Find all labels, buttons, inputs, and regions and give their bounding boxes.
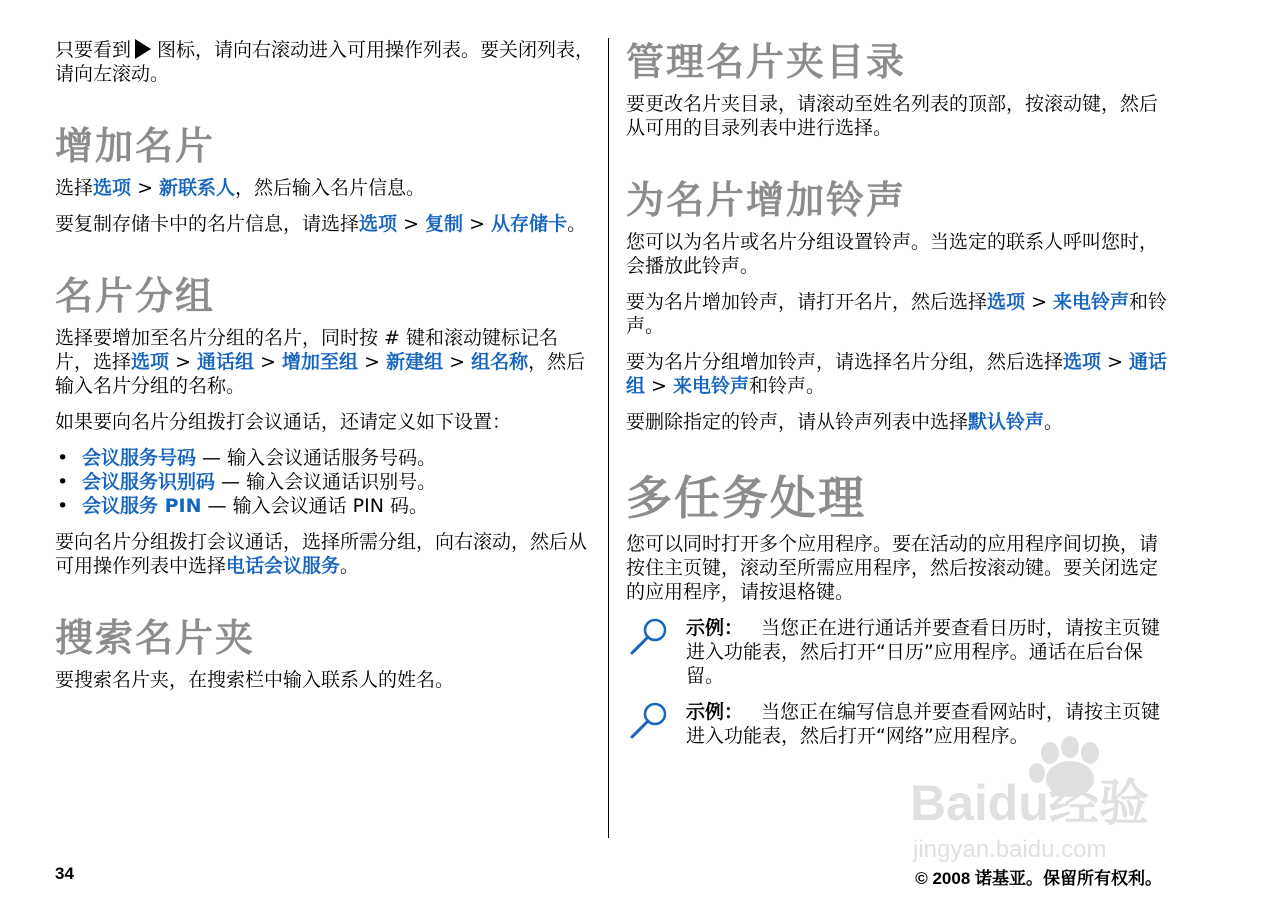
ringtone-link: 来电铃声	[1053, 291, 1130, 313]
conference-call-service-link: 电话会议服务	[226, 555, 341, 577]
intro-paragraph	[55, 38, 595, 86]
copyright-notice: © 2008 诺基亚。保留所有权利。	[915, 869, 1162, 888]
call-group-link: 通话组	[626, 351, 1168, 397]
example-text: 示例： 当您正在编写信息并要查看网站时，请按主页键进入功能表，然后打开“网络”应用程序。	[686, 701, 1161, 747]
play-arrow-icon	[135, 39, 151, 59]
add-card-p2: 要复制存储卡中的名片信息，请选择选项 > 复制 > 从存储卡。	[55, 213, 587, 235]
left-column	[55, 38, 595, 704]
intro-text-after: 图标，请向右滚动进入可用操作列表。要关闭列表，请向左滚动。	[55, 39, 595, 85]
from-memory-card-link: 从存储卡	[491, 213, 568, 235]
baidu-watermark-logo	[905, 735, 1205, 865]
bullet: •	[57, 495, 69, 517]
intro-text-before: 只要看到	[55, 39, 132, 61]
multitask-p1: 您可以同时打开多个应用程序。要在活动的应用程序间切换，请按住主页键，滚动至所需应用程序，然后按滚动键。要关闭选定的应用程序，请按退格键。	[626, 533, 1159, 603]
groups-p3: 要向名片分组拨打会议通话，选择所需分组，向右滚动，然后从可用操作列表中选择电话会议服务。	[55, 531, 588, 577]
add-card-heading: 增加名片	[55, 124, 216, 168]
page-number: 34	[55, 864, 74, 883]
manage-heading: 管理名片夹目录	[626, 40, 907, 84]
section-ringtone	[626, 176, 1171, 434]
section-multitask	[626, 470, 1171, 748]
options-link: 选项	[131, 351, 170, 373]
group-name-link: 组名称	[471, 351, 529, 373]
example-block	[626, 616, 1171, 688]
options-link: 选项	[93, 177, 132, 199]
example-label: 示例：	[686, 617, 744, 639]
add-card-p1: 选择选项 > 新联系人，然后输入名片信息。	[55, 177, 426, 199]
right-column	[626, 38, 1171, 760]
column-divider	[608, 38, 609, 838]
search-heading: 搜索名片夹	[55, 616, 256, 660]
example-text: 示例： 当您正在进行通话并要查看日历时，请按主页键进入功能表，然后打开“日历”应用程序。通话在后台保留。	[686, 617, 1161, 687]
new-group-link: 新建组	[386, 351, 444, 373]
ringtone-p4: 要删除指定的铃声，请从铃声列表中选择默认铃声。	[626, 411, 1064, 433]
ringtone-heading: 为名片增加铃声	[626, 178, 907, 222]
bullet: •	[57, 471, 69, 493]
section-manage	[626, 38, 1171, 140]
options-link: 选项	[987, 291, 1026, 313]
options-link: 选项	[359, 213, 398, 235]
ringtone-p1: 您可以为名片或名片分组设置铃声。当选定的联系人呼叫您时，会播放此铃声。	[626, 231, 1159, 277]
bullet: •	[57, 447, 69, 469]
conference-settings-list	[55, 446, 595, 518]
section-groups	[55, 272, 595, 578]
groups-heading: 名片分组	[55, 274, 216, 318]
section-add-card	[55, 122, 595, 236]
conference-service-number-link: 会议服务号码	[82, 447, 197, 469]
copy-link: 复制	[425, 213, 464, 235]
call-group-link: 通话组	[197, 351, 255, 373]
magnifier-icon	[628, 616, 670, 656]
ringtone-link: 来电铃声	[673, 375, 750, 397]
multitask-heading: 多任务处理	[626, 471, 866, 525]
section-search	[55, 614, 595, 692]
default-ringtone-link: 默认铃声	[968, 411, 1045, 433]
manage-p1: 要更改名片夹目录，请滚动至姓名列表的顶部，按滚动键，然后从可用的目录列表中进行选择。	[626, 93, 1159, 139]
ringtone-p3: 要为名片分组增加铃声，请选择名片分组，然后选择选项 > 通话组 > 来电铃声和铃声。	[626, 351, 1168, 397]
options-link: 选项	[1063, 351, 1102, 373]
search-p1: 要搜索名片夹，在搜索栏中输入联系人的姓名。	[55, 669, 455, 691]
conference-service-pin-link: 会议服务 PIN	[82, 495, 202, 517]
magnifier-icon	[628, 700, 670, 740]
conference-service-id-link: 会议服务识别码	[82, 471, 216, 493]
watermark-logo-text: Baidu经验	[910, 775, 1149, 831]
ringtone-p2: 要为名片增加铃声，请打开名片，然后选择选项 > 来电铃声和铃声。	[626, 291, 1168, 337]
list-item: • 会议服务 PIN — 输入会议通话 PIN 码。	[57, 495, 428, 517]
add-to-group-link: 增加至组	[282, 351, 359, 373]
new-contact-link: 新联系人	[159, 177, 236, 199]
list-item: • 会议服务识别码 — 输入会议通话识别号。	[57, 471, 437, 493]
example-label: 示例：	[686, 701, 744, 723]
groups-p2: 如果要向名片分组拨打会议通话，还请定义如下设置：	[55, 411, 512, 433]
groups-p1: 选择要增加至名片分组的名片，同时按 # 键和滚动键标记名片，选择选项 > 通话组 > 增加至组 > 新建组 > 组名称，然后输入名片分组的名称。	[55, 327, 586, 397]
watermark-url: jingyan.baidu.com	[913, 836, 1107, 863]
list-item: • 会议服务号码 — 输入会议通话服务号码。	[57, 447, 437, 469]
